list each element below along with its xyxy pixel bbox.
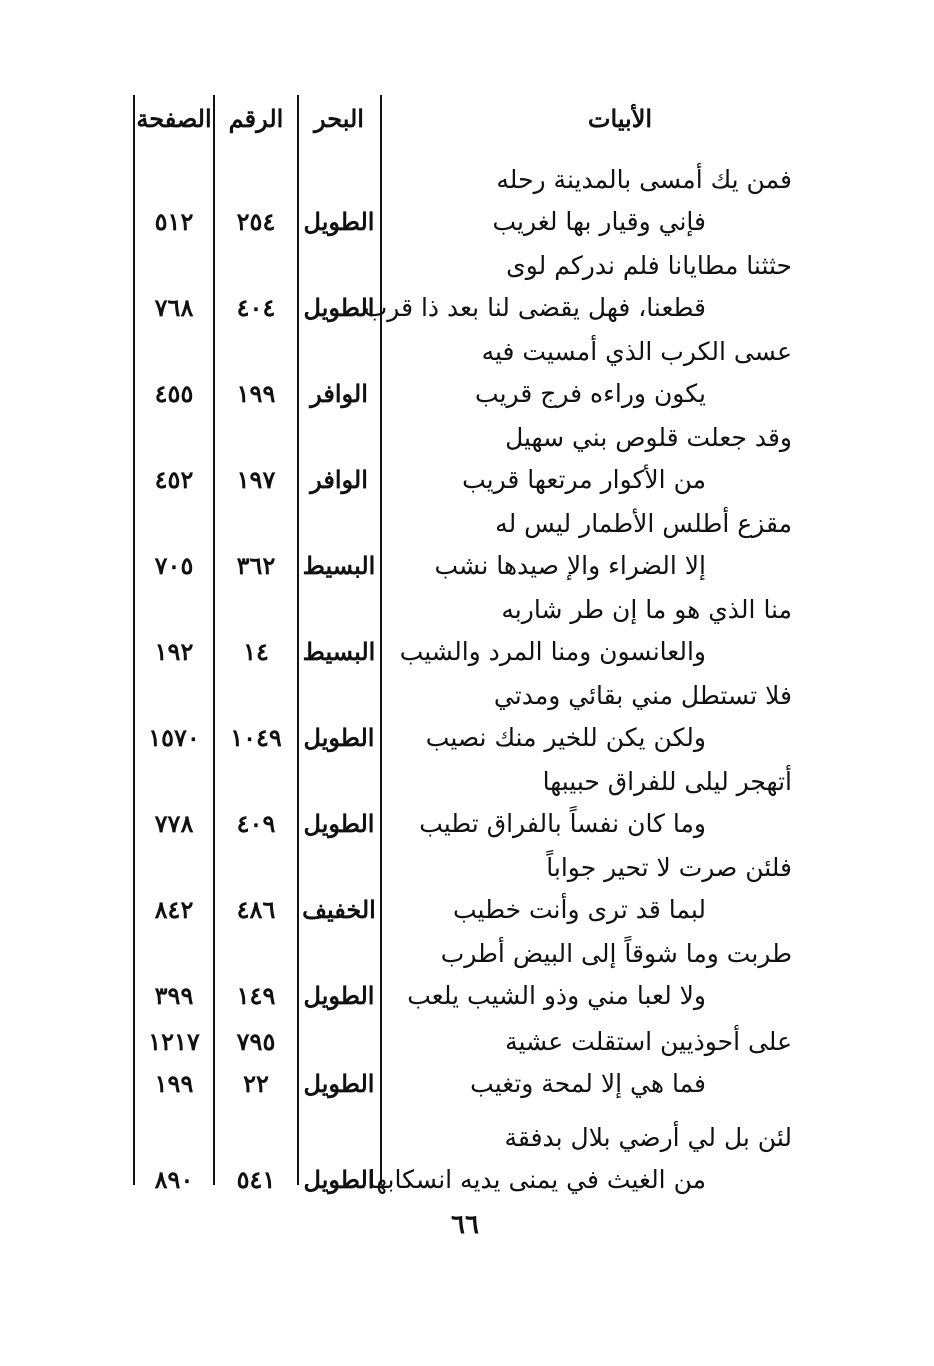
header-meter: البحر [314, 104, 364, 133]
table-row [0, 588, 934, 674]
table-row [0, 674, 934, 760]
table-row [0, 330, 934, 416]
page-cell-extra: ١٢١٧ [148, 1027, 200, 1056]
page-number: ٦٦ [451, 1210, 479, 1240]
verse-line-2: ولكن يكن للخير منك نصيب [425, 723, 706, 752]
page-cell: ٣٩٩ [154, 981, 194, 1010]
verse-line-1: مقزع أطلس الأطمار ليس له [495, 509, 792, 538]
table-row [0, 846, 934, 932]
page-cell: ٥١٢ [154, 207, 194, 236]
page-cell: ٧٦٨ [154, 293, 194, 322]
meter-cell: الطويل [303, 723, 375, 752]
verse-line-1: فمن يك أمسى بالمدينة رحله [496, 165, 792, 194]
page-cell: ١٩٢ [154, 637, 194, 666]
meter-cell: الطويل [303, 207, 375, 236]
number-cell: ٢٥٤ [236, 207, 276, 236]
number-cell: ١٠٤٩ [230, 723, 282, 752]
number-cell: ٤٠٤ [236, 293, 276, 322]
meter-cell: البسيط [302, 551, 376, 580]
verse-line-1: على أحوذيين استقلت عشية [505, 1027, 792, 1056]
verse-line-1: فلا تستطل مني بقائي ومدتي [493, 681, 792, 710]
page-cell: ٧٠٥ [154, 551, 194, 580]
verse-line-2: لبما قد ترى وأنت خطيب [453, 895, 706, 924]
page-cell: ١٩٩ [154, 1069, 194, 1098]
verse-line-1: عسى الكرب الذي أمسيت فيه [481, 337, 792, 366]
number-cell-extra: ٧٩٥ [236, 1027, 276, 1056]
table-row [0, 932, 934, 1018]
number-cell: ١٩٧ [236, 465, 276, 494]
page-cell: ١٥٧٠ [148, 723, 200, 752]
verse-line-2: من الغيث في يمنى يديه انسكابها [368, 1165, 706, 1194]
verse-line-1: فلئن صرت لا تحير جواباً [546, 853, 792, 882]
meter-cell: الوافر [310, 465, 368, 494]
table-row [0, 1020, 934, 1106]
meter-cell: الخفيف [302, 895, 376, 924]
table-row [0, 502, 934, 588]
table-row [0, 1116, 934, 1202]
number-cell: ١٤٩ [236, 981, 276, 1010]
table-row [0, 244, 934, 330]
verse-line-2: وما كان نفساً بالفراق تطيب [419, 809, 706, 838]
meter-cell: البسيط [302, 637, 376, 666]
number-cell: ٤٠٩ [236, 809, 276, 838]
verse-line-1: وقد جعلت قلوص بني سهيل [505, 423, 792, 452]
meter-cell: الطويل [303, 293, 375, 322]
header-page: الصفحة [136, 104, 212, 133]
page-cell: ٤٥٥ [154, 379, 194, 408]
meter-cell: الطويل [303, 981, 375, 1010]
number-cell: ٢٢ [243, 1069, 269, 1098]
meter-cell: الوافر [310, 379, 368, 408]
verse-line-2: من الأكوار مرتعها قريب [462, 465, 706, 494]
page-cell: ٨٩٠ [154, 1165, 194, 1194]
page-cell: ٤٥٢ [154, 465, 194, 494]
number-cell: ٤٨٦ [236, 895, 276, 924]
header-verses: الأبيات [587, 104, 653, 133]
number-cell: ١٩٩ [236, 379, 276, 408]
meter-cell: الطويل [303, 809, 375, 838]
verse-line-2: فما هي إلا لمحة وتغيب [470, 1069, 706, 1098]
verse-line-2: إلا الضراء والإ صيدها نشب [434, 551, 706, 580]
verse-line-1: حثثنا مطايانا فلم ندركم لوى [506, 251, 792, 280]
table-row [0, 760, 934, 846]
verse-line-1: لئن بل لي أرضي بلال بدفقة [504, 1123, 792, 1152]
table-row [0, 416, 934, 502]
verse-line-2: فإني وقيار بها لغريب [492, 207, 706, 236]
number-cell: ١٤ [243, 637, 269, 666]
meter-cell: الطويل [303, 1069, 375, 1098]
meter-cell: الطويل [303, 1165, 375, 1194]
table-row [0, 158, 934, 244]
verse-line-2: يكون وراءه فرج قريب [475, 379, 706, 408]
page-cell: ٧٧٨ [154, 809, 194, 838]
verse-line-2: ولا لعبا مني وذو الشيب يلعب [407, 981, 706, 1010]
verse-line-1: طربت وما شوقاً إلى البيض أطرب [440, 939, 792, 968]
page-cell: ٨٤٢ [154, 895, 194, 924]
number-cell: ٥٤١ [236, 1165, 276, 1194]
number-cell: ٣٦٢ [236, 551, 276, 580]
header-number: الرقم [228, 104, 284, 133]
verse-line-1: منا الذي هو ما إن طر شاربه [501, 595, 792, 624]
verse-line-2: والعانسون ومنا المرد والشيب [399, 637, 706, 666]
verse-line-2: قطعنا، فهل يقضى لنا بعد ذا قرب [363, 293, 706, 322]
verse-line-1: أتهجر ليلى للفراق حبيبها [542, 767, 792, 796]
